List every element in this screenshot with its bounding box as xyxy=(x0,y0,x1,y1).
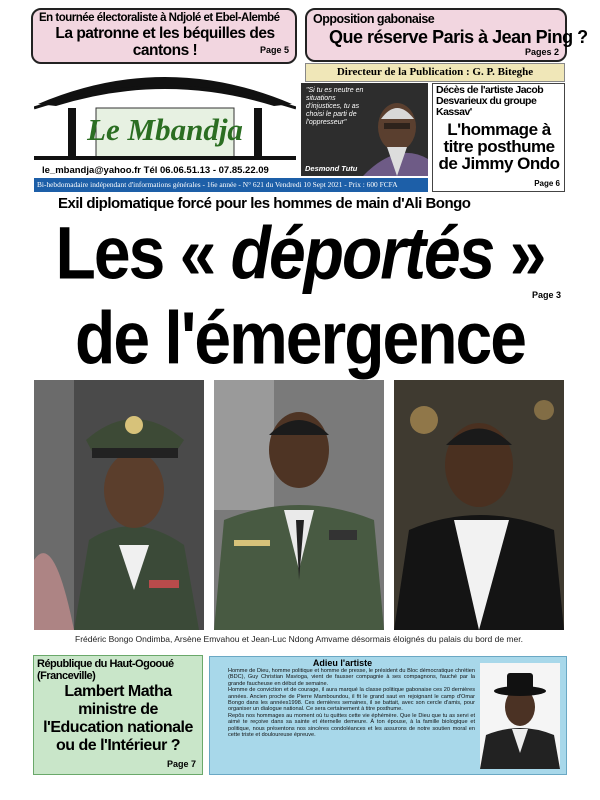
teaser-left-headline: La patronne et les béquilles des cantons ! xyxy=(55,25,275,59)
bottom-left-box[interactable] xyxy=(33,655,203,775)
adieu-body xyxy=(228,668,475,738)
bottom-left-page: Page 7 xyxy=(166,759,196,769)
quote-author: Desmond Tutu xyxy=(305,164,358,173)
photo-arsene-emvahou xyxy=(214,380,384,630)
photo-frederic-bongo xyxy=(34,380,204,630)
main-page: Page 3 xyxy=(532,290,562,300)
adieu-paragraph-1: Homme de Dieu, homme politique et homme de presse, le président du Bloc démocratique chrétien (BDC), Guy Christian Mavioga, vient de fausser compagnie à ses compagnons, fauché par la grande faucheuse en début de semaine. xyxy=(228,668,475,687)
main-headline-part-b: » xyxy=(493,211,545,295)
teaser-kassav-headline: L'hommage à titre posthume de Jimmy Ondo xyxy=(438,120,560,173)
director-bar xyxy=(305,63,565,82)
teaser-left-kicker: En tournée électoraliste à Ndjolé et Ebel-Alembé xyxy=(39,12,280,24)
masthead-strap-text: Bi-hebdomadaire indépendant d'informations générales - 16e année - N° 621 du Vendredi 10 Sept 2021 - Prix : 600 FCFA xyxy=(37,180,398,189)
quote-photo xyxy=(301,83,428,176)
quote-text: "Si tu es neutre en situations d'injustices, tu as choisi le parti de l'oppresseur" xyxy=(306,87,364,126)
teaser-right-kicker: Opposition gabonaise xyxy=(313,12,435,26)
main-kicker: Exil diplomatique forcé pour les hommes de main d'Ali Bongo xyxy=(58,195,471,212)
teaser-left-page: Page 5 xyxy=(259,45,289,55)
photo-caption: Frédéric Bongo Ondimba, Arsène Emvahou et Jean-Luc Ndong Amvame désormais éloignés du palais du bord de mer. xyxy=(75,634,523,644)
man-portrait-icon xyxy=(394,380,564,630)
teaser-right-page: Pages 2 xyxy=(524,47,559,57)
main-headline-line1 xyxy=(40,208,560,298)
teaser-kassav-page: Page 6 xyxy=(534,179,560,188)
adieu-paragraph-2: Homme de conviction et de courage, il aura marqué la classe politique gabonaise ces 20 dernières années. Ancien proche de Pierre Mamboundou, il fit le grand saut en rejoignant le camp d'Omar Bongo dans les années1998. Ces dernières semaines, il se battait, avec son cercle d'amis, pour organiser un dialogue national. Ce sera certainement à titre posthume. xyxy=(228,687,475,713)
bottom-left-headline: Lambert Matha ministre de l'Education nationale ou de l'Intérieur ? xyxy=(43,683,193,754)
teaser-right-headline: Que réserve Paris à Jean Ping ? xyxy=(329,27,588,47)
adieu-title: Adieu l'artiste xyxy=(312,658,373,668)
masthead-strap xyxy=(34,178,428,192)
main-headline-line2: de l'émergence xyxy=(75,296,525,380)
teaser-right-box[interactable] xyxy=(305,8,588,62)
masthead-title: Le Mbandja xyxy=(87,112,243,147)
main-headline-emphasis: déportés xyxy=(230,211,494,295)
adieu-paragraph-3: Repôs nos hommages au moment où tu quittes cette vie éphémère. Que le Dieu que tu as servi et aimé te reçoive dans sa sainte et éternelle demeure. À ton épouse, à la famille biologique et politique, nous présentons nos sincères condoléances et les assurons de notre soutien moral en cette triste et douloureuse épreuve. xyxy=(228,712,475,739)
teaser-kassav-kicker: Décès de l'artiste Jacob Desvarieux du groupe Kassav' xyxy=(436,84,544,118)
adieu-photo xyxy=(480,663,560,769)
masthead-contact: le_mbandja@yahoo.fr Tél 06.06.51.13 - 07.85.22.09 xyxy=(42,165,269,176)
teaser-kassav-box[interactable] xyxy=(432,83,565,192)
teaser-left-box[interactable] xyxy=(31,8,297,64)
mavioga-portrait-icon xyxy=(480,663,560,769)
adieu-box xyxy=(209,656,567,775)
photo-jean-luc-ndong xyxy=(394,380,564,630)
officer-portrait-icon-2 xyxy=(214,380,384,630)
bottom-left-kicker: République du Haut-Ogooué (Franceville) xyxy=(37,658,174,682)
officer-portrait-icon xyxy=(34,380,204,630)
masthead-logo xyxy=(34,64,296,164)
director-text: Directeur de la Publication : G. P. Biteghe xyxy=(336,66,534,78)
main-headline-part-a: Les « xyxy=(55,211,231,295)
